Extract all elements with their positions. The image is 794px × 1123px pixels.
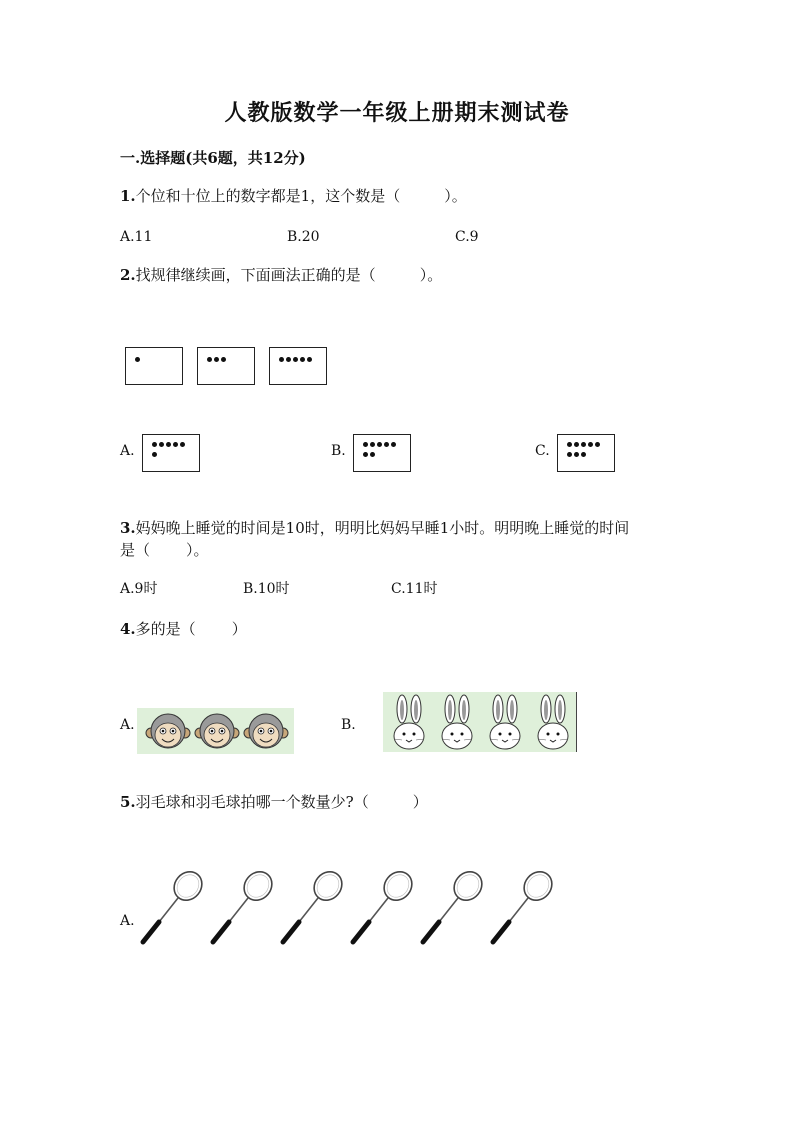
rabbit-icon — [538, 695, 568, 749]
question-number: 1. — [120, 187, 136, 205]
dot — [207, 357, 212, 362]
dot — [581, 442, 586, 447]
racket-icon — [283, 866, 348, 942]
section-heading: 一.选择题(共6题，共12分) — [120, 149, 306, 167]
q4-option-b-label[interactable]: B. — [341, 717, 356, 733]
question-text: 个位和十位上的数字都是1，这个数是（ — [135, 187, 401, 205]
dot — [391, 442, 396, 447]
question-text-end: ）。 — [186, 541, 209, 559]
q5-option-a-label[interactable]: A. — [120, 913, 135, 929]
question-text: 羽毛球和羽毛球拍哪一个数量少?（ — [135, 793, 369, 811]
dot — [279, 357, 284, 362]
q2-option-c-label[interactable]: C. — [535, 443, 550, 459]
dot — [221, 357, 226, 362]
q2-option-a-box[interactable] — [142, 434, 200, 472]
dot-group — [567, 442, 605, 457]
pattern-box-1 — [125, 347, 183, 385]
dot — [574, 442, 579, 447]
dot — [166, 442, 171, 447]
dot-group — [363, 442, 401, 457]
question-3 — [120, 517, 629, 539]
question-3-line-2 — [120, 539, 209, 561]
dot — [581, 452, 586, 457]
dot — [173, 442, 178, 447]
question-text: 是（ — [120, 541, 151, 559]
dot — [293, 357, 298, 362]
racket-icon — [493, 866, 558, 942]
dot — [567, 452, 572, 457]
q1-option-c[interactable]: C.9 — [455, 229, 479, 245]
q4-option-b-picture[interactable] — [383, 692, 577, 752]
racket-icon — [143, 866, 208, 942]
question-number: 5. — [120, 793, 136, 811]
question-2 — [120, 264, 442, 286]
pattern-box-3 — [269, 347, 327, 385]
q1-option-b[interactable]: B.20 — [287, 229, 320, 245]
dot — [286, 357, 291, 362]
dot-group — [207, 357, 226, 362]
q3-option-b[interactable]: B.10时 — [243, 581, 290, 597]
dot — [574, 452, 579, 457]
dot — [152, 452, 157, 457]
rabbit-icon — [394, 695, 424, 749]
dot — [214, 357, 219, 362]
question-number: 4. — [120, 620, 136, 638]
question-text: 找规律继续画，下面画法正确的是（ — [135, 266, 376, 284]
rackets-picture[interactable] — [135, 862, 565, 948]
q2-option-a-label[interactable]: A. — [120, 443, 135, 459]
question-number: 2. — [120, 266, 136, 284]
page-title: 人教版数学一年级上册期末测试卷 — [224, 100, 570, 126]
dot — [567, 442, 572, 447]
q1-option-a[interactable]: A.11 — [120, 229, 153, 245]
dot — [363, 442, 368, 447]
q4-option-a-picture[interactable] — [137, 708, 294, 754]
dot — [180, 442, 185, 447]
q2-option-b-label[interactable]: B. — [331, 443, 346, 459]
q2-option-b-box[interactable] — [353, 434, 411, 472]
racket-icon — [353, 866, 418, 942]
dot-group — [152, 442, 190, 457]
rabbit-icon — [442, 695, 472, 749]
question-text-end: ）。 — [444, 187, 467, 205]
dot — [159, 442, 164, 447]
q2-option-c-box[interactable] — [557, 434, 615, 472]
racket-icon — [213, 866, 278, 942]
monkey-icon — [146, 714, 190, 748]
question-5 — [120, 791, 428, 813]
dot — [363, 452, 368, 457]
dot — [152, 442, 157, 447]
q3-option-c[interactable]: C.11时 — [391, 581, 438, 597]
question-text-end: ）。 — [419, 266, 443, 284]
racket-icon — [423, 866, 488, 942]
dot — [135, 357, 140, 362]
dot — [300, 357, 305, 362]
monkey-icon — [195, 714, 239, 748]
pattern-box-2 — [197, 347, 255, 385]
dot — [370, 452, 375, 457]
q3-option-a[interactable]: A.9时 — [120, 581, 158, 597]
dot — [307, 357, 312, 362]
monkey-icon — [244, 714, 288, 748]
question-1 — [120, 185, 467, 207]
dot — [595, 442, 600, 447]
dot — [384, 442, 389, 447]
question-text: 妈妈晚上睡觉的时间是10时，明明比妈妈早睡1小时。明明晚上睡觉的时间 — [135, 519, 630, 537]
dot — [588, 442, 593, 447]
dot-group — [135, 357, 140, 362]
q4-option-a-label[interactable]: A. — [120, 717, 135, 733]
question-text-end: ） — [412, 793, 428, 811]
question-4 — [120, 618, 247, 640]
dot-group — [279, 357, 312, 362]
question-number: 3. — [120, 519, 136, 537]
question-text: 多的是（ — [135, 620, 196, 638]
question-text-end: ） — [231, 620, 247, 638]
dot — [377, 442, 382, 447]
rabbit-icon — [490, 695, 520, 749]
dot — [370, 442, 375, 447]
monkeys-picture — [137, 708, 294, 754]
rabbits-picture — [383, 692, 576, 752]
